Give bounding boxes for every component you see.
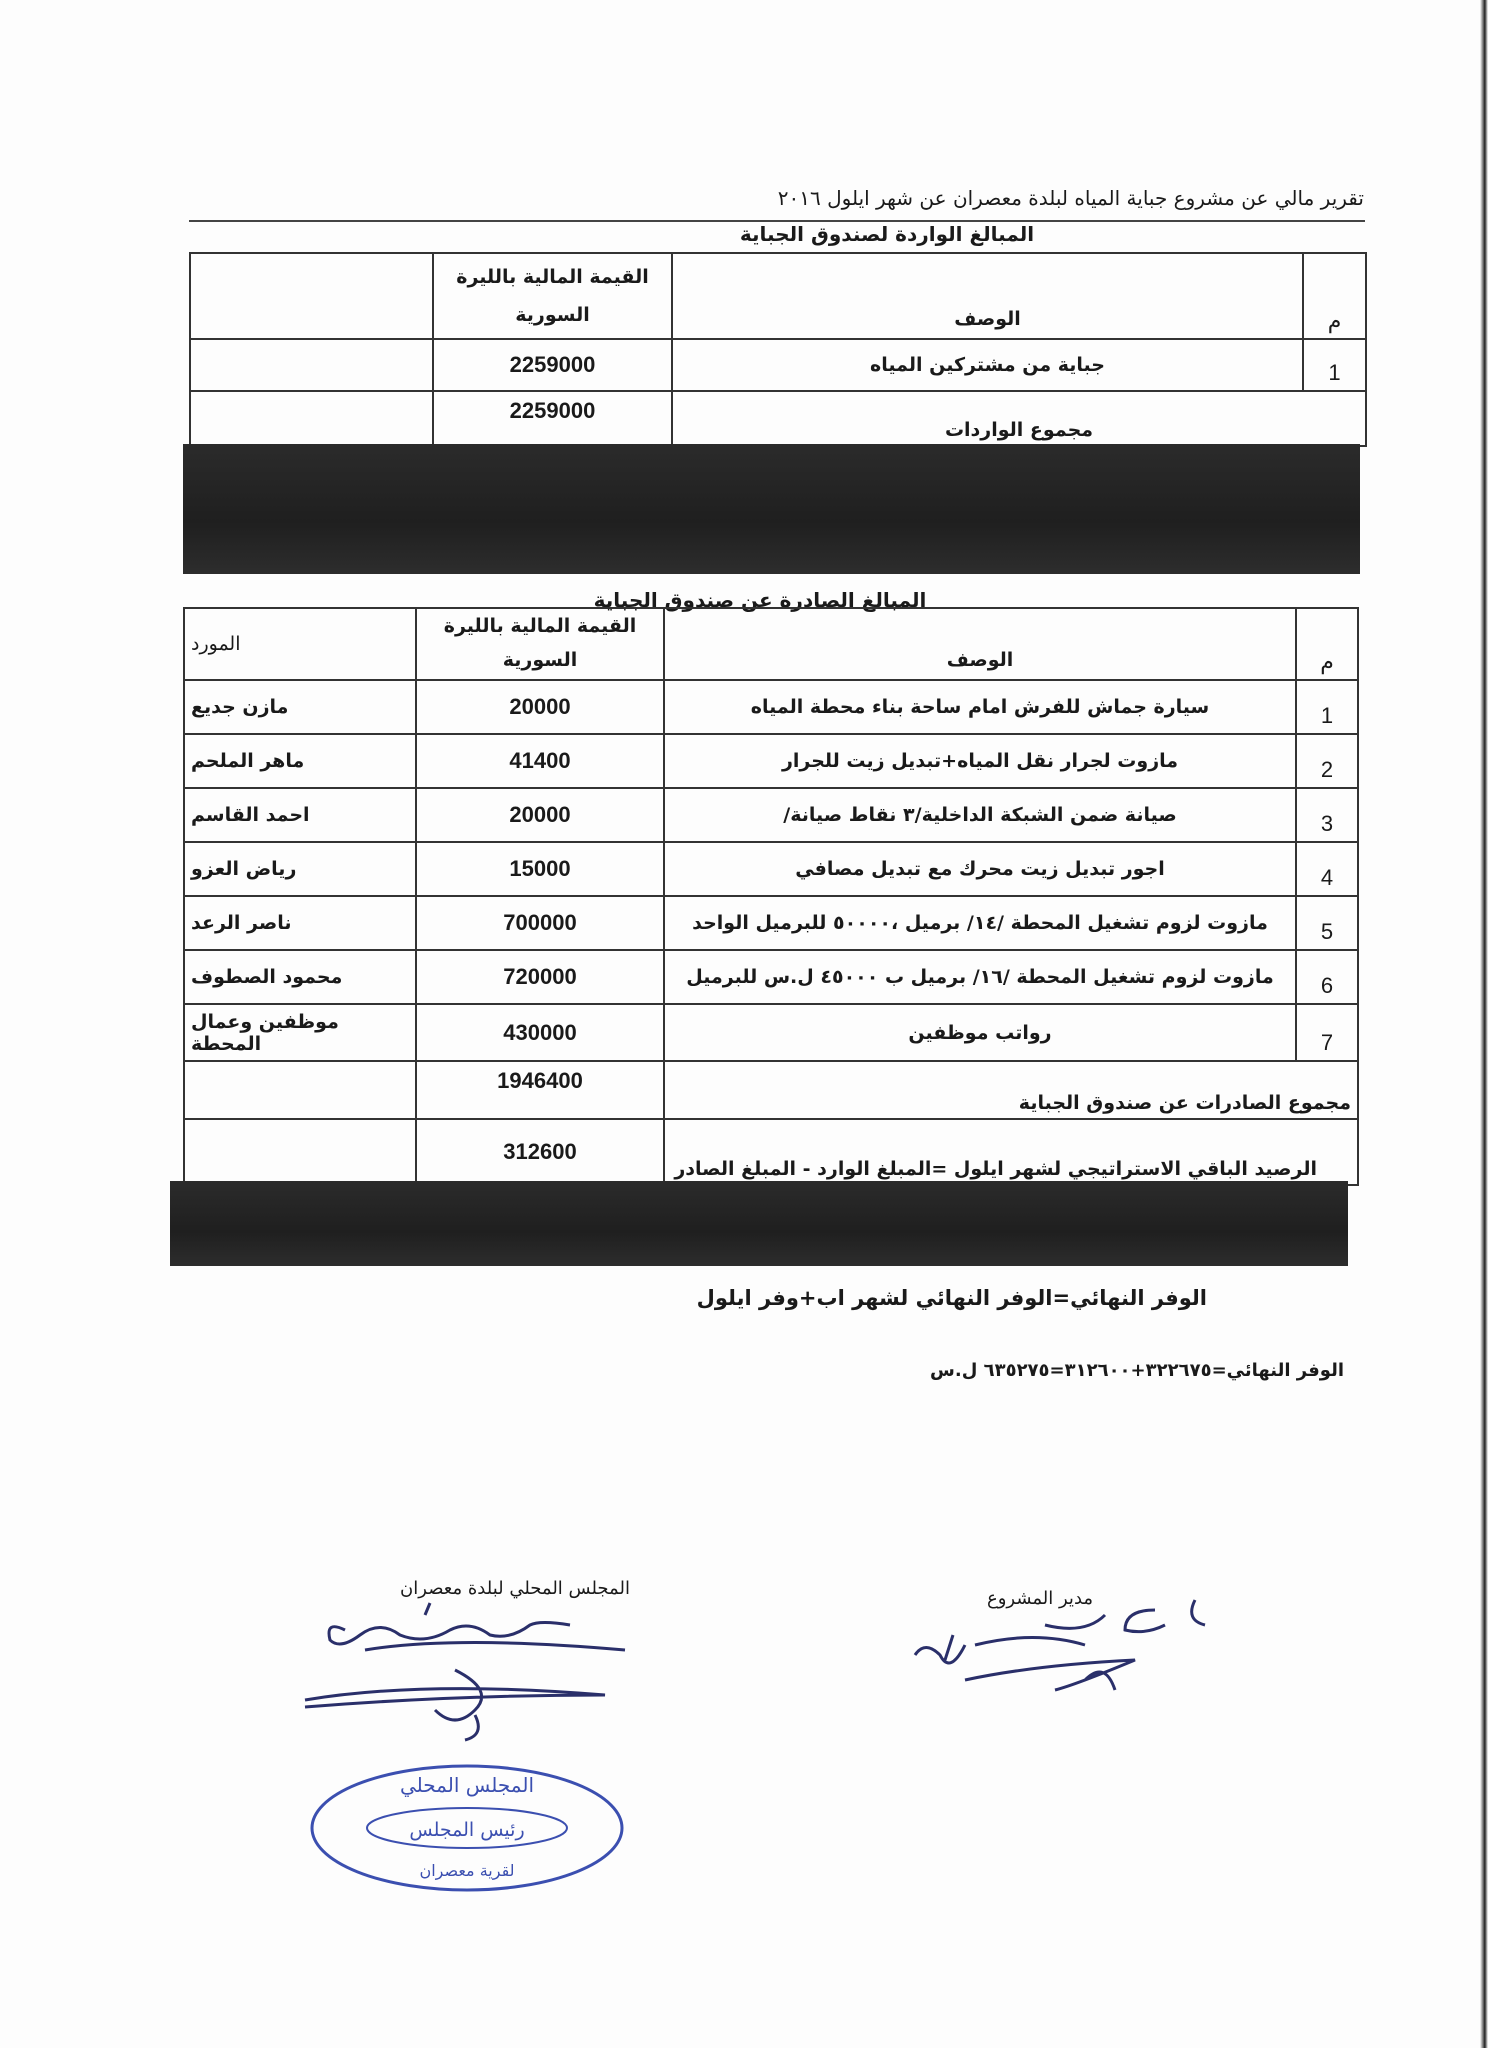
header-supplier: المورد <box>184 608 416 680</box>
row-description: مازوت لزوم تشغيل المحطة /١٦/ برميل ب ٤٥٠٠٠ ل.س للبرميل <box>664 950 1296 1004</box>
table-row <box>184 950 1358 1004</box>
row-description: مازوت لجرار نقل المياه+تبديل زيت للجرار <box>664 734 1296 788</box>
row-amount: 720000 <box>416 950 664 1004</box>
row-index: 3 <box>1296 788 1358 842</box>
row-description: رواتب موظفين <box>664 1004 1296 1061</box>
final-surplus-formula: الوفر النهائي=٣٢٢٦٧٥+٣١٢٦٠٠=٦٣٥٢٧٥ ل.س <box>930 1360 1344 1381</box>
row-amount: 20000 <box>416 680 664 734</box>
row-index: 6 <box>1296 950 1358 1004</box>
final-surplus-definition: الوفر النهائي=الوفر النهائي لشهر اب+وفر ايلول <box>696 1286 1207 1310</box>
row-index: 4 <box>1296 842 1358 896</box>
balance-row <box>184 1119 1358 1185</box>
row-description: سيارة جماش للفرش امام ساحة بناء محطة المياه <box>664 680 1296 734</box>
table-row <box>184 1004 1358 1061</box>
row-supplier: ماهر الملحم <box>184 734 416 788</box>
income-total-row <box>190 391 1366 446</box>
row-amount: 430000 <box>416 1004 664 1061</box>
row-index: 5 <box>1296 896 1358 950</box>
council-signature <box>295 1600 655 1750</box>
row-description: صيانة ضمن الشبكة الداخلية/٣ نقاط صيانة/ <box>664 788 1296 842</box>
table-row <box>184 842 1358 896</box>
stamp-line-1: المجلس المحلي <box>399 1773 535 1797</box>
council-signature-label: المجلس المحلي لبلدة معصران <box>400 1578 630 1599</box>
row-description: اجور تبديل زيت محرك مع تبديل مصافي <box>664 842 1296 896</box>
header-description: الوصف <box>672 253 1303 339</box>
row-amount: 15000 <box>416 842 664 896</box>
row-supplier: موظفين وعمال المحطة <box>184 1004 416 1061</box>
table-row <box>184 680 1358 734</box>
header-empty <box>190 253 433 339</box>
row-amount: 20000 <box>416 788 664 842</box>
row-index: 1 <box>1296 680 1358 734</box>
row-amount: 2259000 <box>433 339 672 391</box>
row-supplier: ناصر الرعد <box>184 896 416 950</box>
scan-edge <box>1480 0 1488 2048</box>
expenses-heading: المبالغ الصادرة عن صندوق الجباية <box>593 588 927 612</box>
income-table <box>189 252 1367 447</box>
council-stamp <box>305 1758 630 1898</box>
expenses-total-amount: 1946400 <box>416 1061 664 1119</box>
row-empty <box>184 1119 416 1185</box>
row-supplier: مازن جديع <box>184 680 416 734</box>
scan-dark-band <box>183 444 1360 574</box>
row-description: جباية من مشتركين المياه <box>672 339 1303 391</box>
table-row <box>184 896 1358 950</box>
table-row <box>184 788 1358 842</box>
balance-label: الرصيد الباقي الاستراتيجي لشهر ايلول =المبلغ الوارد - المبلغ الصادر <box>664 1119 1358 1185</box>
income-total-label: مجموع الواردات <box>672 391 1366 446</box>
row-empty <box>184 1061 416 1119</box>
stamp-line-2: رئيس المجلس <box>409 1819 525 1841</box>
row-empty <box>190 339 433 391</box>
row-description: مازوت لزوم تشغيل المحطة /١٤/ برميل ،٥٠٠٠٠ للبرميل الواحد <box>664 896 1296 950</box>
report-title: تقرير مالي عن مشروع جباية المياه لبلدة معصران عن شهر ايلول ٢٠١٦ <box>777 186 1364 210</box>
expenses-total-label: مجموع الصادرات عن صندوق الجباية <box>664 1061 1358 1119</box>
table-row <box>190 339 1366 391</box>
row-empty <box>190 391 433 446</box>
expenses-table <box>183 607 1359 1186</box>
table-row <box>184 734 1358 788</box>
row-index: 7 <box>1296 1004 1358 1061</box>
manager-signature <box>905 1585 1225 1715</box>
expenses-total-row <box>184 1061 1358 1119</box>
scan-dark-band <box>170 1181 1348 1266</box>
row-supplier: احمد القاسم <box>184 788 416 842</box>
stamp-line-3: لقرية معصران <box>419 1861 515 1880</box>
row-supplier: رياض العزو <box>184 842 416 896</box>
income-heading: المبالغ الواردة لصندوق الجباية <box>739 222 1035 246</box>
header-description: الوصف <box>664 608 1296 680</box>
balance-amount: 312600 <box>416 1119 664 1185</box>
row-index: 2 <box>1296 734 1358 788</box>
income-total-amount: 2259000 <box>433 391 672 446</box>
row-index: 1 <box>1303 339 1366 391</box>
row-amount: 41400 <box>416 734 664 788</box>
header-index: م <box>1296 608 1358 680</box>
row-amount: 700000 <box>416 896 664 950</box>
row-supplier: محمود الصطوف <box>184 950 416 1004</box>
header-amount: القيمة المالية بالليرة السورية <box>416 608 664 680</box>
table-header-row <box>190 253 1366 339</box>
manager-signature-label: مدير المشروع <box>986 1588 1094 1609</box>
header-amount: القيمة المالية بالليرة السورية <box>433 253 672 339</box>
table-header-row <box>184 608 1358 680</box>
header-index: م <box>1303 253 1366 339</box>
